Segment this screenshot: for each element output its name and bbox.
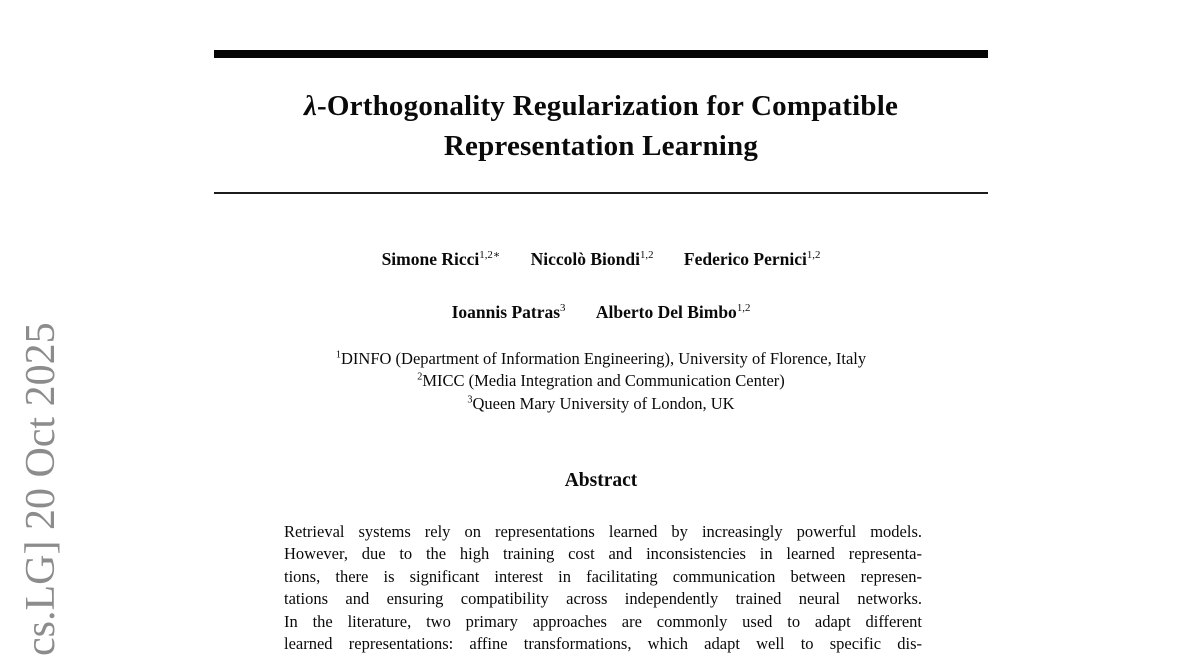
author-alberto-del-bimbo bbox=[596, 302, 751, 322]
author-name: Ioannis Patras bbox=[451, 302, 561, 322]
paper-title bbox=[214, 86, 988, 166]
lambda-symbol: λ bbox=[303, 90, 318, 122]
author-name: Simone Ricci bbox=[381, 249, 480, 269]
author-affiliation-marks: 1,2 bbox=[806, 249, 821, 262]
abstract-line: learned representations: affine transformations, which adapt well to specific dis- bbox=[284, 634, 922, 654]
title-rule-bottom bbox=[214, 192, 988, 194]
arxiv-stamp: cs.LG] 20 Oct 2025 bbox=[18, 322, 64, 656]
affiliation-dinfo bbox=[164, 348, 1038, 370]
paper-title-line1 bbox=[304, 90, 898, 122]
author-simone-ricci bbox=[382, 249, 501, 269]
author-affiliation-marks: 1,2∗ bbox=[479, 249, 501, 262]
abstract-heading: Abstract bbox=[564, 470, 638, 491]
affiliation-mark: 2 bbox=[417, 371, 423, 383]
abstract-line: In the literature, two primary approaches are commonly used to adapt different bbox=[284, 611, 922, 631]
author-name: Niccolò Biondi bbox=[530, 249, 640, 269]
title-rule-top bbox=[214, 50, 988, 58]
affiliations-block bbox=[164, 348, 1038, 415]
abstract-line: tions, there is significant interest in facilitating communication between represen- bbox=[284, 566, 922, 586]
affiliation-mark: 3 bbox=[467, 394, 473, 406]
affiliation-text: Queen Mary University of London, UK bbox=[472, 393, 735, 413]
affiliation-text: MICC (Media Integration and Communication Center) bbox=[422, 371, 785, 391]
affiliation-micc bbox=[164, 370, 1038, 392]
affiliation-mark: 1 bbox=[335, 349, 341, 361]
author-niccolo-biondi bbox=[531, 249, 654, 269]
abstract-line: tations and ensuring compatibility across independently trained neural networks. bbox=[284, 589, 922, 609]
author-name: Alberto Del Bimbo bbox=[595, 302, 737, 322]
author-affiliation-marks: 1,2 bbox=[639, 249, 654, 262]
affiliation-qmul bbox=[164, 393, 1038, 415]
affiliation-text: DINFO (Department of Information Engineering), University of Florence, Italy bbox=[341, 349, 867, 368]
authors-row-2 bbox=[164, 301, 1038, 323]
abstract-line: However, due to the high training cost and inconsistencies in learned representa- bbox=[284, 544, 922, 564]
author-ioannis-patras bbox=[452, 302, 566, 322]
abstract-line: Retrieval systems rely on representations learned by increasingly powerful models. bbox=[284, 522, 922, 541]
author-affiliation-marks: 1,2 bbox=[736, 302, 751, 315]
author-affiliation-marks: 3 bbox=[560, 302, 566, 315]
paper-title-line1-text: -Orthogonality Regularization for Compatible bbox=[317, 90, 899, 122]
paper-title-line2: Representation Learning bbox=[443, 130, 759, 162]
abstract-body bbox=[284, 521, 922, 655]
author-federico-pernici bbox=[684, 249, 821, 269]
author-name: Federico Pernici bbox=[683, 249, 807, 269]
authors-row-1 bbox=[164, 248, 1038, 270]
